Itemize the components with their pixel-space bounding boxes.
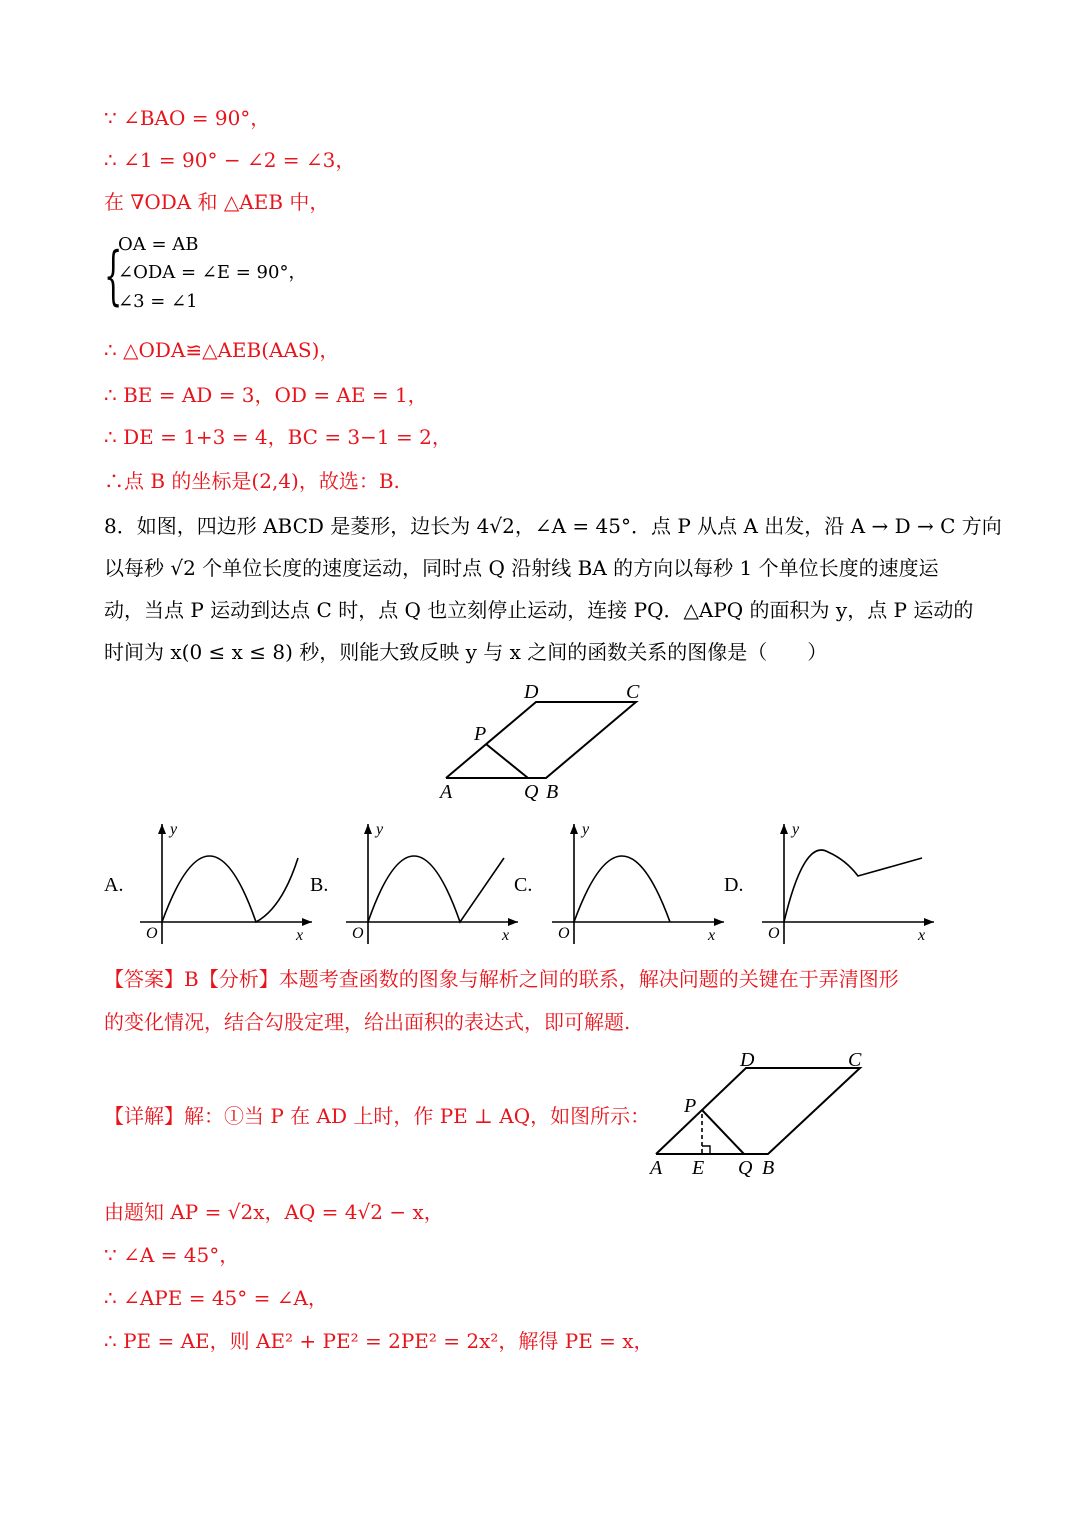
- axis-x: x: [296, 927, 304, 944]
- axis-x: x: [502, 927, 510, 944]
- option-a-graph: [136, 818, 316, 948]
- question-line-1: 8．如图，四边形 ABCD 是菱形，边长为 4√2，∠A = 45°．点 P 从点 A 出发，沿 A → D → C 方向: [104, 514, 1002, 538]
- option-d-label: D.: [724, 874, 744, 896]
- axis-y: y: [170, 821, 178, 838]
- detail-line-5: ∴ PE = AE，则 AE² + PE² = 2PE² = 2x²，解得 PE = x，: [104, 1329, 654, 1353]
- detail-line-1: 【详解】解：①当 P 在 AD 上时，作 PE ⊥ AQ，如图所示：: [104, 1104, 651, 1128]
- line-be-ad: ∴ BE = AD = 3，OD = AE = 1，: [104, 383, 428, 407]
- option-c-graph: [548, 818, 728, 948]
- line-point-b: ∴点 B 的坐标是(2,4)，故选：B.: [104, 469, 400, 493]
- label-p: P: [474, 723, 487, 745]
- line-angle-1: ∴ ∠1 = 90° − ∠2 = ∠3，: [104, 148, 356, 172]
- label-d: D: [524, 681, 539, 703]
- option-d-graph: [758, 818, 938, 948]
- line-angle-bao: ∵ ∠BAO = 90°，: [104, 106, 271, 130]
- origin: O: [768, 925, 780, 942]
- label-c: C: [626, 681, 640, 703]
- label-p: P: [684, 1095, 697, 1117]
- option-b-graph: [342, 818, 522, 948]
- label-c: C: [848, 1049, 862, 1071]
- origin: O: [558, 925, 570, 942]
- label-b: B: [762, 1157, 775, 1179]
- question-line-2: 以每秒 √2 个单位长度的速度运动，同时点 Q 沿射线 BA 的方向以每秒 1 个单位长度的速度运: [104, 556, 939, 580]
- option-c-label: C.: [514, 874, 533, 896]
- line-de-bc: ∴ DE = 1+3 = 4，BC = 3−1 = 2，: [104, 425, 452, 449]
- label-a: A: [650, 1157, 663, 1179]
- question-line-4: 时间为 x(0 ≤ x ≤ 8) 秒，则能大致反映 y 与 x 之间的函数关系的图像是（ ）: [104, 640, 828, 664]
- detail-line-4: ∴ ∠APE = 45° = ∠A，: [104, 1286, 328, 1310]
- rhombus-figure: [430, 678, 660, 808]
- system-brace: {: [104, 239, 123, 313]
- origin: O: [146, 925, 158, 942]
- option-b-label: B.: [310, 874, 329, 896]
- label-b: B: [546, 781, 559, 803]
- answer-line-2: 的变化情况，结合勾股定理，给出面积的表达式，即可解题.: [104, 1010, 631, 1034]
- origin: O: [352, 925, 364, 942]
- axis-x: x: [708, 927, 716, 944]
- line-in-triangles: 在 ∇ODA 和 △AEB 中，: [104, 190, 330, 214]
- label-d: D: [740, 1049, 755, 1071]
- detail-line-3: ∵ ∠A = 45°，: [104, 1243, 240, 1267]
- detail-line-2: 由题知 AP = √2x，AQ = 4√2 − x，: [104, 1200, 444, 1224]
- axis-y: y: [376, 821, 384, 838]
- label-a: A: [440, 781, 453, 803]
- answer-line-1: 【答案】B【分析】本题考查函数的图象与解析之间的联系，解决问题的关键在于弄清图形: [104, 967, 899, 991]
- axis-y: y: [582, 821, 590, 838]
- label-q: Q: [738, 1157, 753, 1179]
- system-line-1: OA = AB: [118, 234, 199, 255]
- rhombus-figure-with-e: [640, 1044, 880, 1184]
- axis-y: y: [792, 821, 800, 838]
- system-line-3: ∠3 = ∠1: [118, 291, 198, 312]
- option-a-label: A.: [104, 874, 124, 896]
- system-line-2: ∠ODA = ∠E = 90°，: [118, 262, 307, 283]
- line-congruent: ∴ △ODA≌△AEB(AAS)，: [104, 338, 340, 362]
- question-line-3: 动，当点 P 运动到达点 C 时，点 Q 也立刻停止运动，连接 PQ．△APQ 的面积为 y，点 P 运动的: [104, 598, 974, 622]
- label-e: E: [692, 1157, 705, 1179]
- label-q: Q: [524, 781, 539, 803]
- axis-x: x: [918, 927, 926, 944]
